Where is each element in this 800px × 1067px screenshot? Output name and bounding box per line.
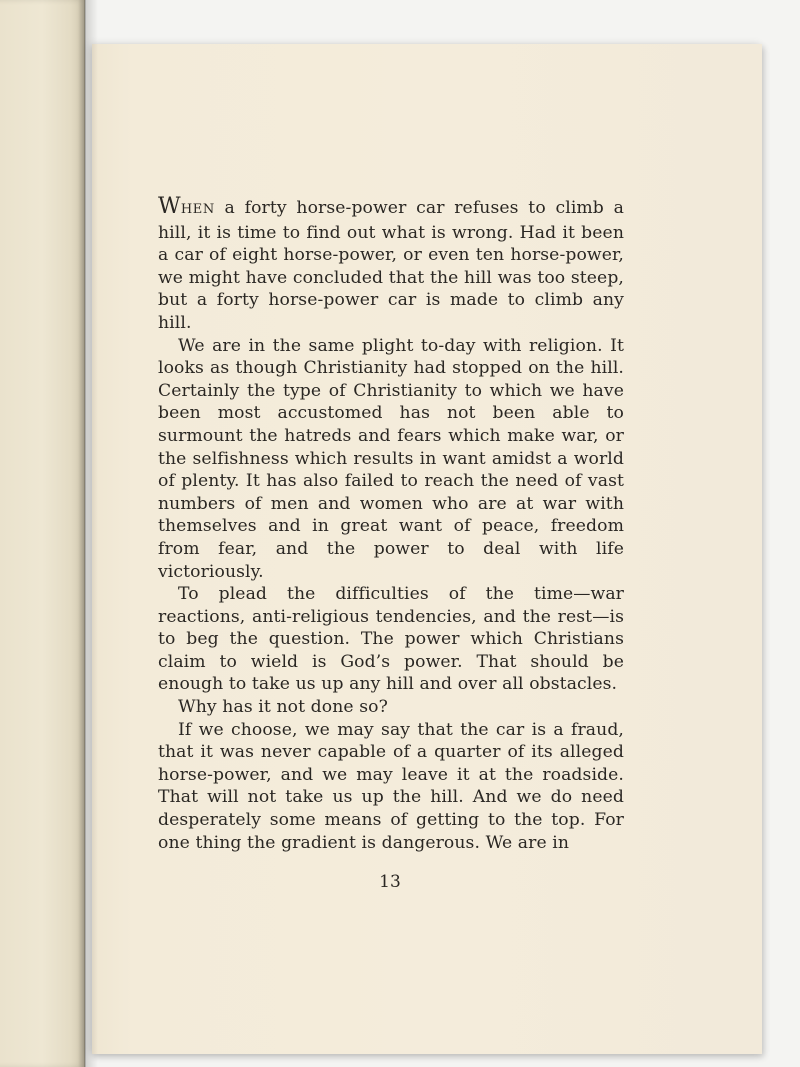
paragraph-4: Why has it not done so?: [178, 697, 388, 718]
opening-capital: W: [158, 194, 181, 219]
paragraph-1-text: a forty horse-power car refuses to climb a hill, it is time to find out what is wrong. Had it been a car of eight horse-power, or even ten horse-power, we might have concluded that the hill was too steep, but a forty horse-power car is made to climb any hill.: [158, 198, 624, 333]
page-number: 13: [379, 872, 401, 892]
paragraph-5: If we choose, we may say that the car is a fraud, that it was never capable of a quarter of its alleged horse-power, and we may leave it at the roadside. That will not take us up the hill. And we do need desperately some means of getting to the top. For one thing the gradient is dangerous. We are in: [158, 719, 624, 853]
opening-small-caps: HEN: [180, 202, 215, 217]
left-page: [0, 0, 85, 1067]
body-text: [158, 196, 624, 854]
paragraph-2: We are in the same plight to-day with religion. It looks as though Christianity had stopped on the hill. Certainly the type of Christianity to which we have been most accustomed has not been able to surmount the hatreds and fears which make war, or the selfishness which results in want amidst a world of plenty. It has also failed to reach the need of vast numbers of men and women who are at war with themselves and in great want of peace, freedom from fear, and the power to deal with life victoriously.: [158, 335, 624, 582]
paragraph-3: To plead the difficulties of the time—war reactions, anti-religious tendencies, and the rest—is to beg the question. The power which Christians claim to wield is God’s power. That should be enough to take us up any hill and over all obstacles.: [158, 584, 624, 695]
paragraph-1: [158, 196, 624, 335]
gutter-shadow: [84, 0, 98, 1067]
